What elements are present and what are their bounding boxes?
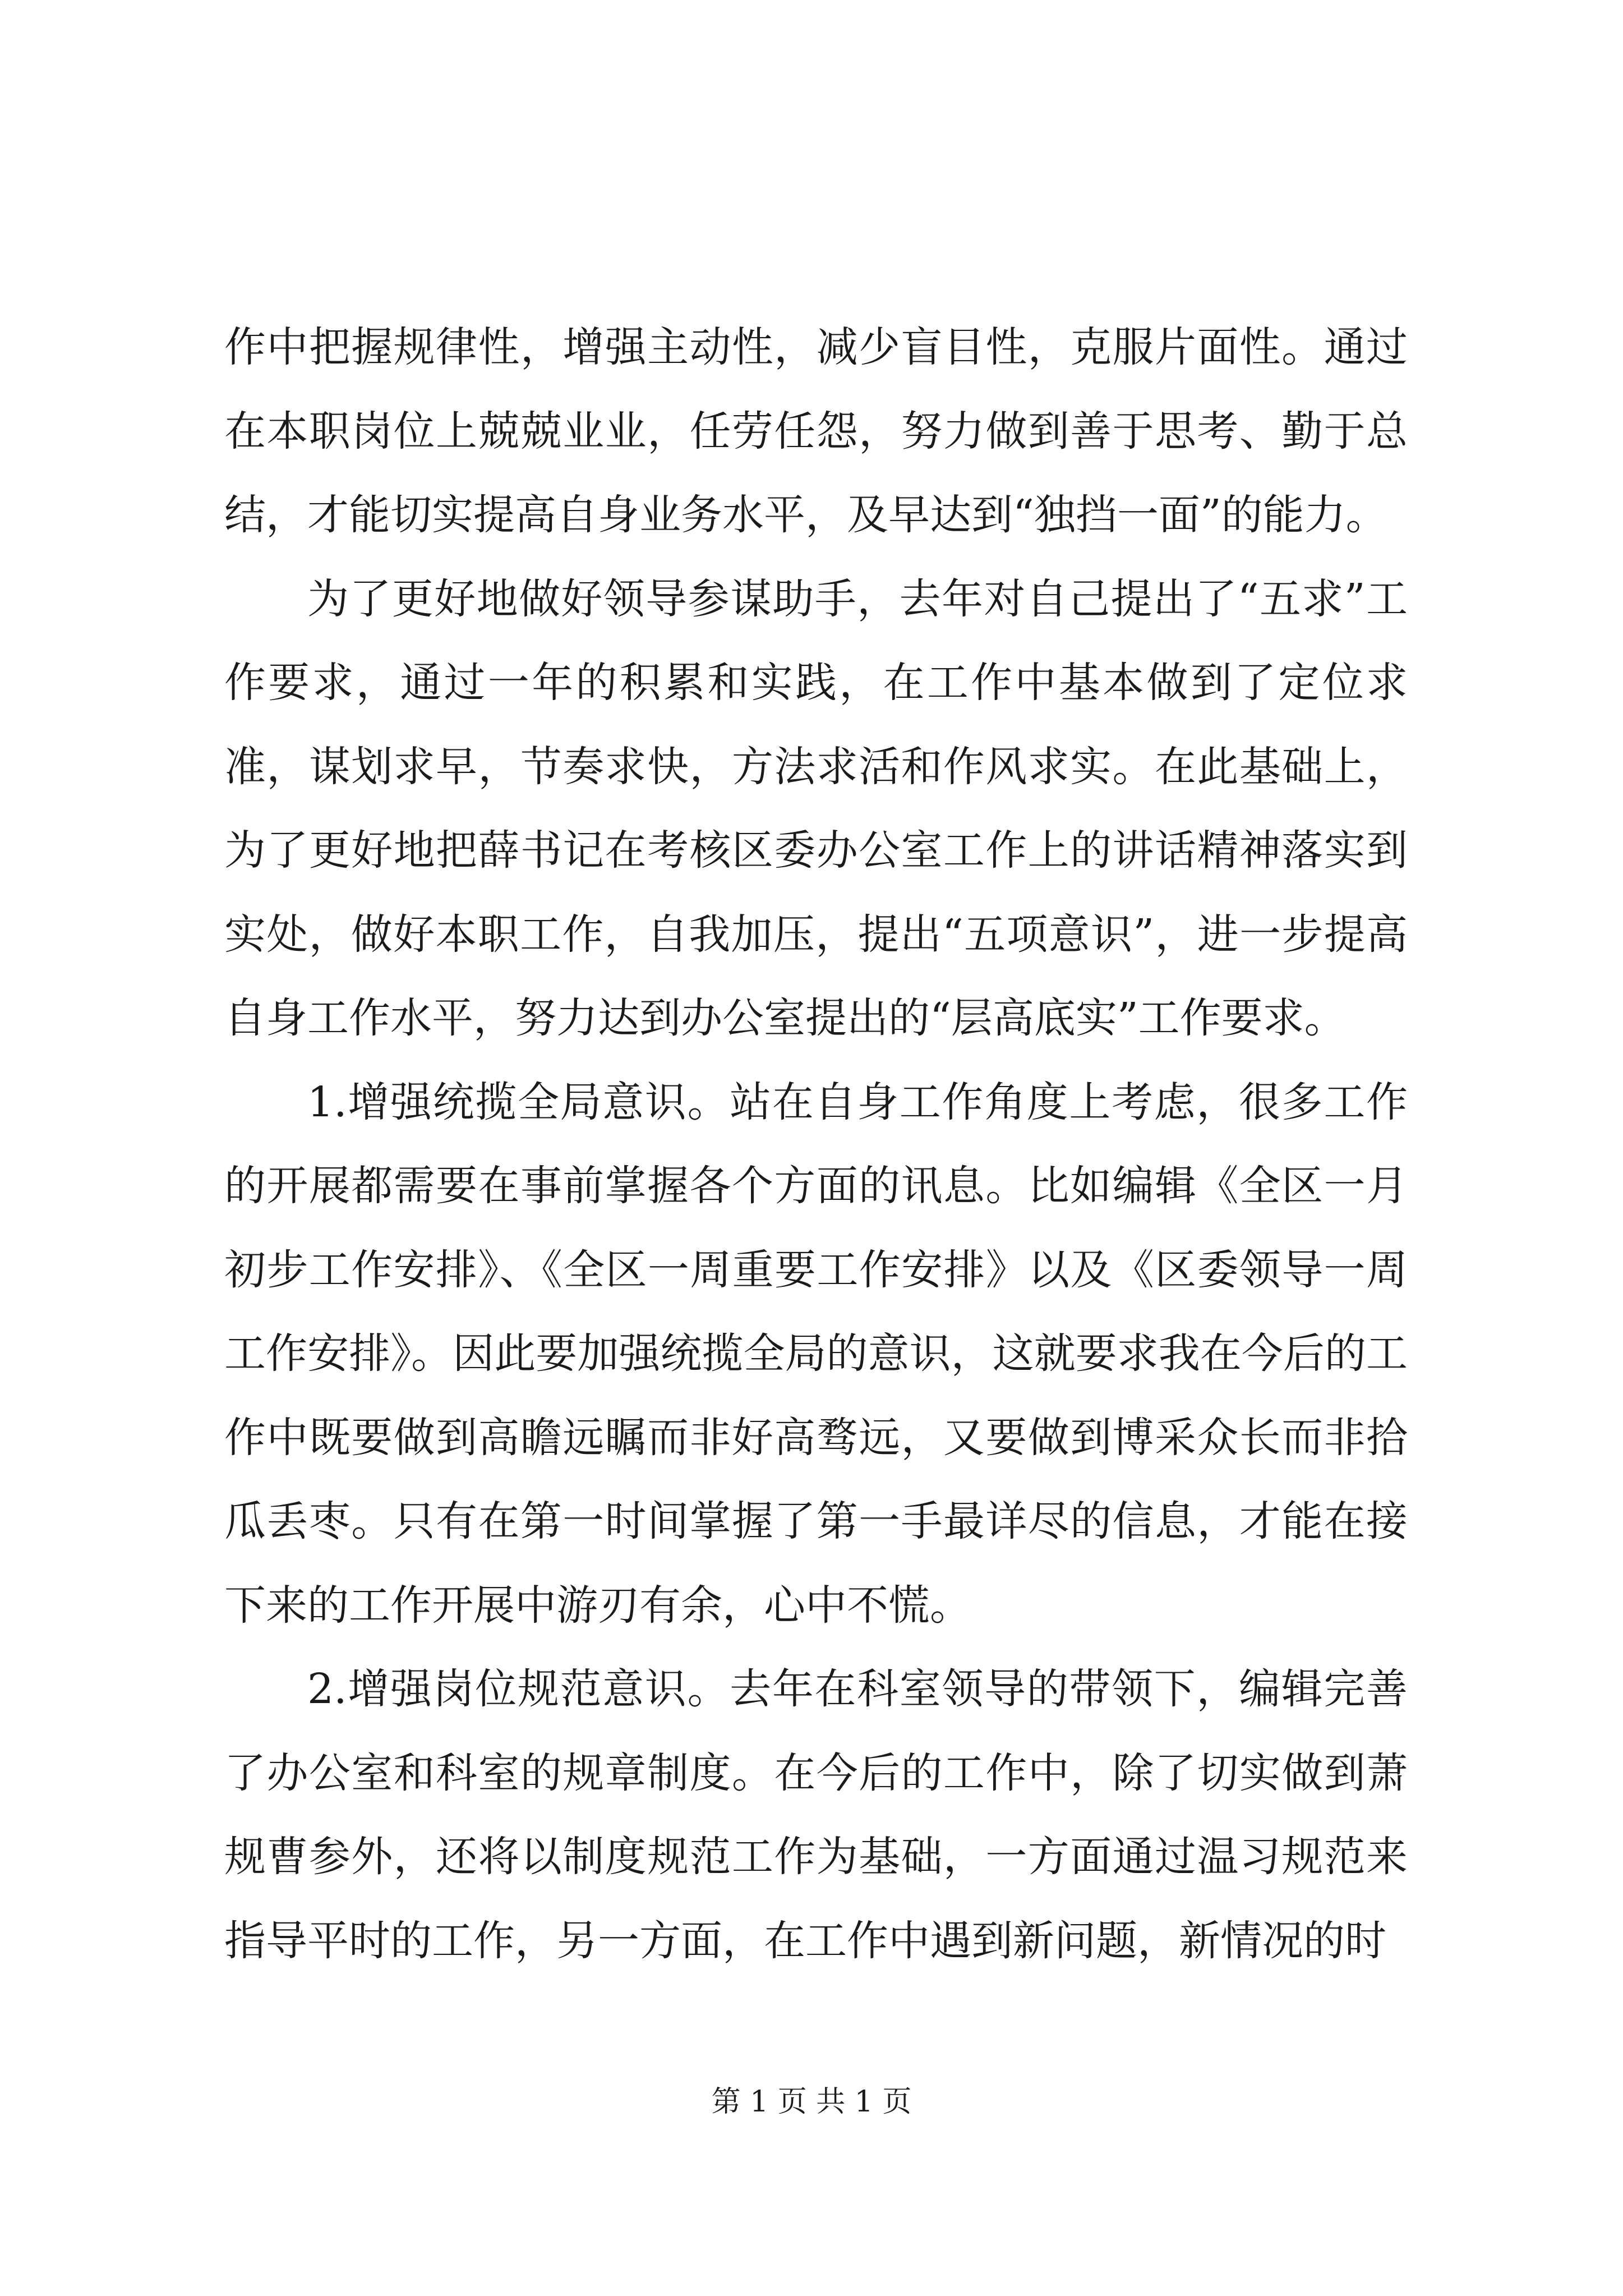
paragraph-continuation: 作中把握规律性，增强主动性，减少盲目性，克服片面性。通过在本职岗位上兢兢业业，任劳任怨，努力做到善于思考、勤于总结，才能切实提高自身业务水平，及早达到“独挡一面”的能力。 (224, 323, 1408, 539)
paragraph-item-1: 1.增强统揽全局意识。站在自身工作角度上考虑，很多工作的开展都需要在事前掌握各个方面的讯息。比如编辑《全区一月初步工作安排》、《全区一周重要工作安排》以及《区委领导一周工作安排》。因此要加强统揽全局的意识，这就要求我在今后的工作中既要做到高瞻远瞩而非好高骛远，又要做到博采众长而非拾瓜丢枣。只有在第一时间掌握了第一手最详尽的信息，才能在接下来的工作开展中游刃有余，心中不慌。 (224, 1078, 1408, 1630)
paragraph-item-2: 2.增强岗位规范意识。去年在科室领导的带领下，编辑完善了办公室和科室的规章制度。在今后的工作中，除了切实做到萧规曹参外，还将以制度规范工作为基础，一方面通过温习规范来指导平时的工作，另一方面，在工作中遇到新问题，新情况的时 (224, 1665, 1408, 1965)
paragraph-five-requirements: 为了更好地做好领导参谋助手，去年对自己提出了“五求”工作要求，通过一年的积累和实践，在工作中基本做到了定位求准，谋划求早，节奏求快，方法求活和作风求实。在此基础上，为了更好地把薛书记在考核区委办公室工作上的讲话精神落实到实处，做好本职工作，自我加压，提出“五项意识”，进一步提高自身工作水平，努力达到办公室提出的“层高底实”工作要求。 (224, 574, 1408, 1042)
document-body (224, 306, 1408, 1983)
page-footer: 第 1 页 共 1 页 (711, 2085, 912, 2119)
